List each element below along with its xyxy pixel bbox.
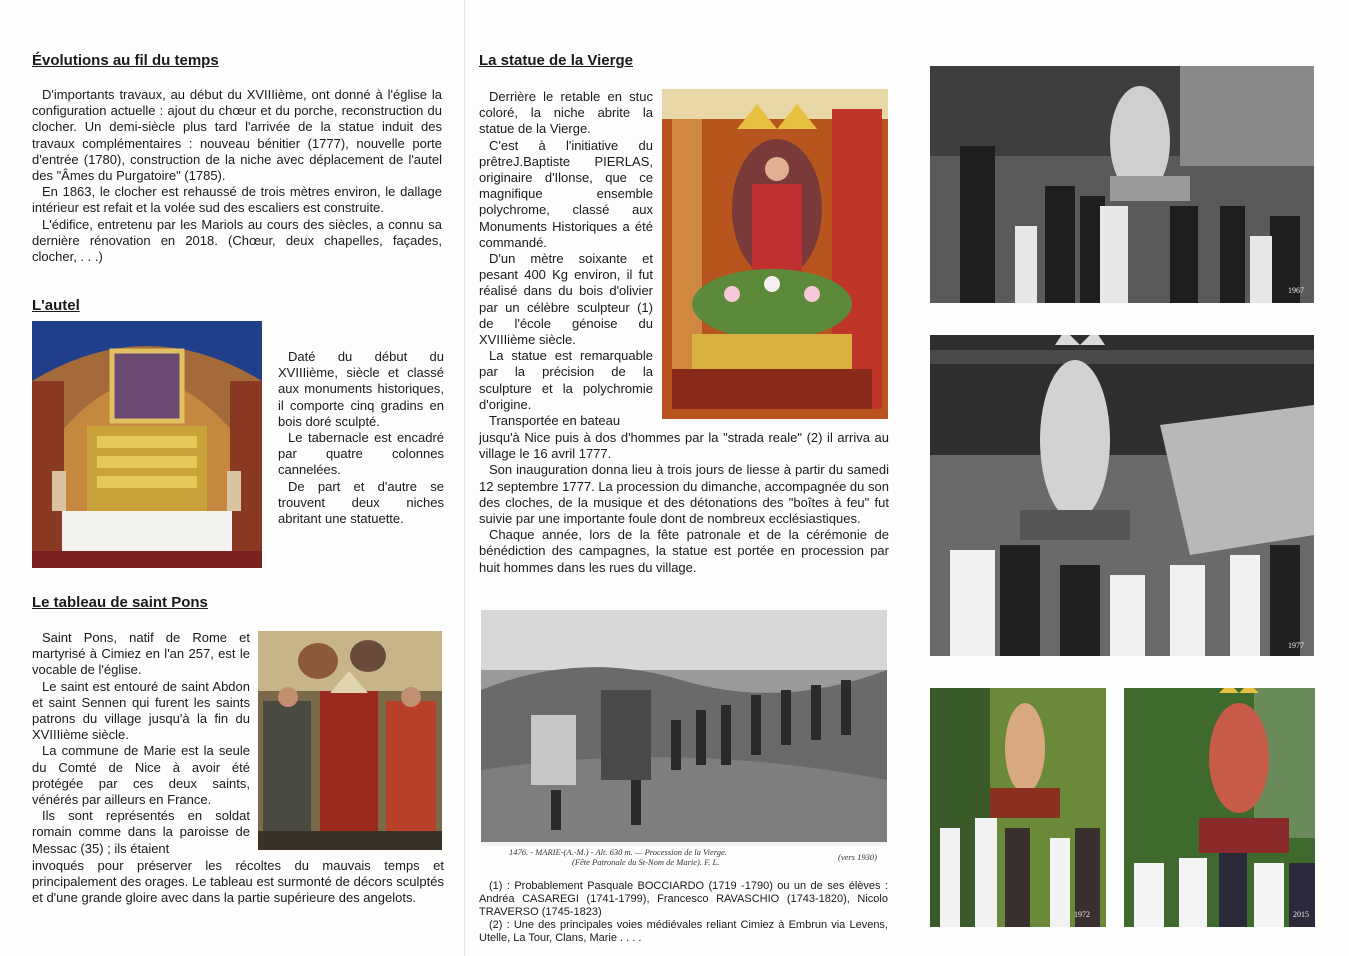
text-autel — [278, 349, 444, 527]
tableau-p1: Saint Pons, natif de Rome et martyrisé à Cimiez en l'an 257, est le vocable de l'église. — [32, 630, 250, 678]
statue-p1: Derrière le retable en stuc coloré, la niche abrite la statue de la Vierge. — [479, 89, 653, 137]
tableau-p4b: invoqués pour préserver les récoltes du mauvais temps et principalement des orages. Le tableau est surmonté de décors sculptés et d'une grande gloire avec dans la partie supérieure des angelots. — [32, 858, 444, 906]
postcard-caption-1: 1476. - MARIE-(A.-M.) - Alt. 630 m. — Procession de la Vierge. — [509, 847, 727, 857]
page-fold — [464, 0, 465, 956]
year-1972: 1972 — [1074, 910, 1090, 919]
text-evolutions — [32, 87, 442, 265]
year-1967: 1967 — [1288, 286, 1304, 295]
photo-painting-saint-pons — [258, 631, 442, 850]
text-statue-top — [479, 89, 653, 429]
photo-altar — [32, 321, 262, 568]
photo-statue-vierge-niche — [662, 89, 888, 419]
photo-procession-1967 — [930, 66, 1314, 303]
evolutions-p2: En 1863, le clocher est rehaussé de trois mètres environ, le dallage intérieur est refait et la volée sud des escaliers est construite. — [32, 184, 442, 216]
evolutions-p1: D'importants travaux, au début du XVIIIième, ont donné à l'église la configuration actuelle : ajout du chœur et du porche, reconstruction du clocher. Un demi-siècle plus tard l'arrivée de la statue induit des travaux complémentaires : nouveau bénitier (1777), nouvelle porte d'entrée (1780), construction de la niche avec déplacement de l'autel des "Âmes du Purgatoire" (1785). — [32, 87, 442, 184]
photo-procession-1972 — [930, 688, 1106, 927]
statue-p5a: Transportée en bateau — [489, 413, 621, 429]
text-statue-bottom — [479, 430, 889, 576]
tableau-p3: La commune de Marie est la seule du Comté de Nice à avoir été protégée par ces deux saints, vénérés par ailleurs en France. — [32, 743, 250, 808]
statue-p2: C'est à l'initiative du prêtreJ.Baptiste PIERLAS, originaire d'Ilonse, que ce magnifique ensemble polychrome, classé aux Monuments Historiques a été commandé. — [479, 137, 653, 250]
photo-procession-1977 — [930, 335, 1314, 656]
footnote-2: (2) : Une des principales voies médiévales reliant Cimiez à Embrun via Levens, Utelle, La Tour, Clans, Marie . . . . — [479, 919, 888, 944]
statue-p5b: jusqu'à Nice puis à dos d'hommes par la "strada reale" (2) il arriva au village le 16 avril 1777. — [479, 430, 889, 462]
statue-p4: La statue est remarquable par la précision de la sculpture et la polychromie d'origine. — [479, 348, 653, 412]
footnote-1: (1) : Probablement Pasquale BOCCIARDO (1719 -1790) ou un de ses élèves : Andréa CASAREGI (1741-1799), Francesco RAVASCHIO (1743-1820), Nicolo TRAVERSO (1745-1823) — [479, 880, 888, 918]
postcard-caption-2: (Fête Patronale du St-Nom de Marie). F. L. — [572, 857, 720, 867]
autel-p2: Le tabernacle est encadré par quatre colonnes cannelées. — [278, 430, 444, 478]
title-tableau: Le tableau de saint Pons — [32, 594, 208, 611]
title-autel: L'autel — [32, 297, 80, 314]
title-statue: La statue de la Vierge — [479, 52, 633, 69]
year-1977: 1977 — [1288, 641, 1304, 650]
photo-procession-2015 — [1124, 688, 1315, 927]
tableau-p2: Le saint est entouré de saint Abdon et saint Sennen qui furent les saints patrons du village jusqu'à la fin du XVIIIième siècle. — [32, 678, 250, 743]
year-2015: 2015 — [1293, 910, 1309, 919]
postcard-date: (vers 1930) — [838, 852, 877, 862]
autel-p3: De part et d'autre se trouvent deux niches abritant une statuette. — [278, 478, 444, 527]
text-tableau-bottom — [32, 858, 444, 907]
statue-p6: Son inauguration donna lieu à trois jours de liesse à partir du samedi 12 septembre 1777. La procession du dimanche, accompagnée du son des cloches, de la musique et des détonations des "boîtes à feu" fut suivie par une importante foule dont de nombreux ecclésiastiques. — [479, 462, 889, 527]
autel-p1: Daté du début du XVIIIième, siècle et classé aux monuments historiques, il comporte cinq gradins en bois doré sculpté. — [278, 349, 444, 429]
statue-p3: D'un mètre soixante et pesant 400 Kg environ, il fut réalisé dans du bois d'olivier par un célèbre sculpteur (1) de l'école génoise du XVIIIième siècle. — [479, 251, 653, 348]
title-evolutions: Évolutions au fil du temps — [32, 52, 219, 69]
statue-p7: Chaque année, lors de la fête patronale et de la cérémonie de bénédiction des campagnes, la statue est portée en procession par huit hommes dans les rues du village. — [479, 527, 889, 575]
evolutions-p3: L'édifice, entretenu par les Mariols au cours des siècles, a connu sa dernière rénovation en 2018. (Chœur, deux chapelles, façades, clocher, . . .) — [32, 216, 442, 265]
tableau-p4a: Ils sont représentés en soldat romain comme dans la paroisse de Messac (35) ; ils étaient — [32, 808, 250, 856]
photo-postcard-procession — [481, 610, 887, 846]
text-tableau-top — [32, 630, 250, 857]
footnotes — [479, 880, 888, 945]
